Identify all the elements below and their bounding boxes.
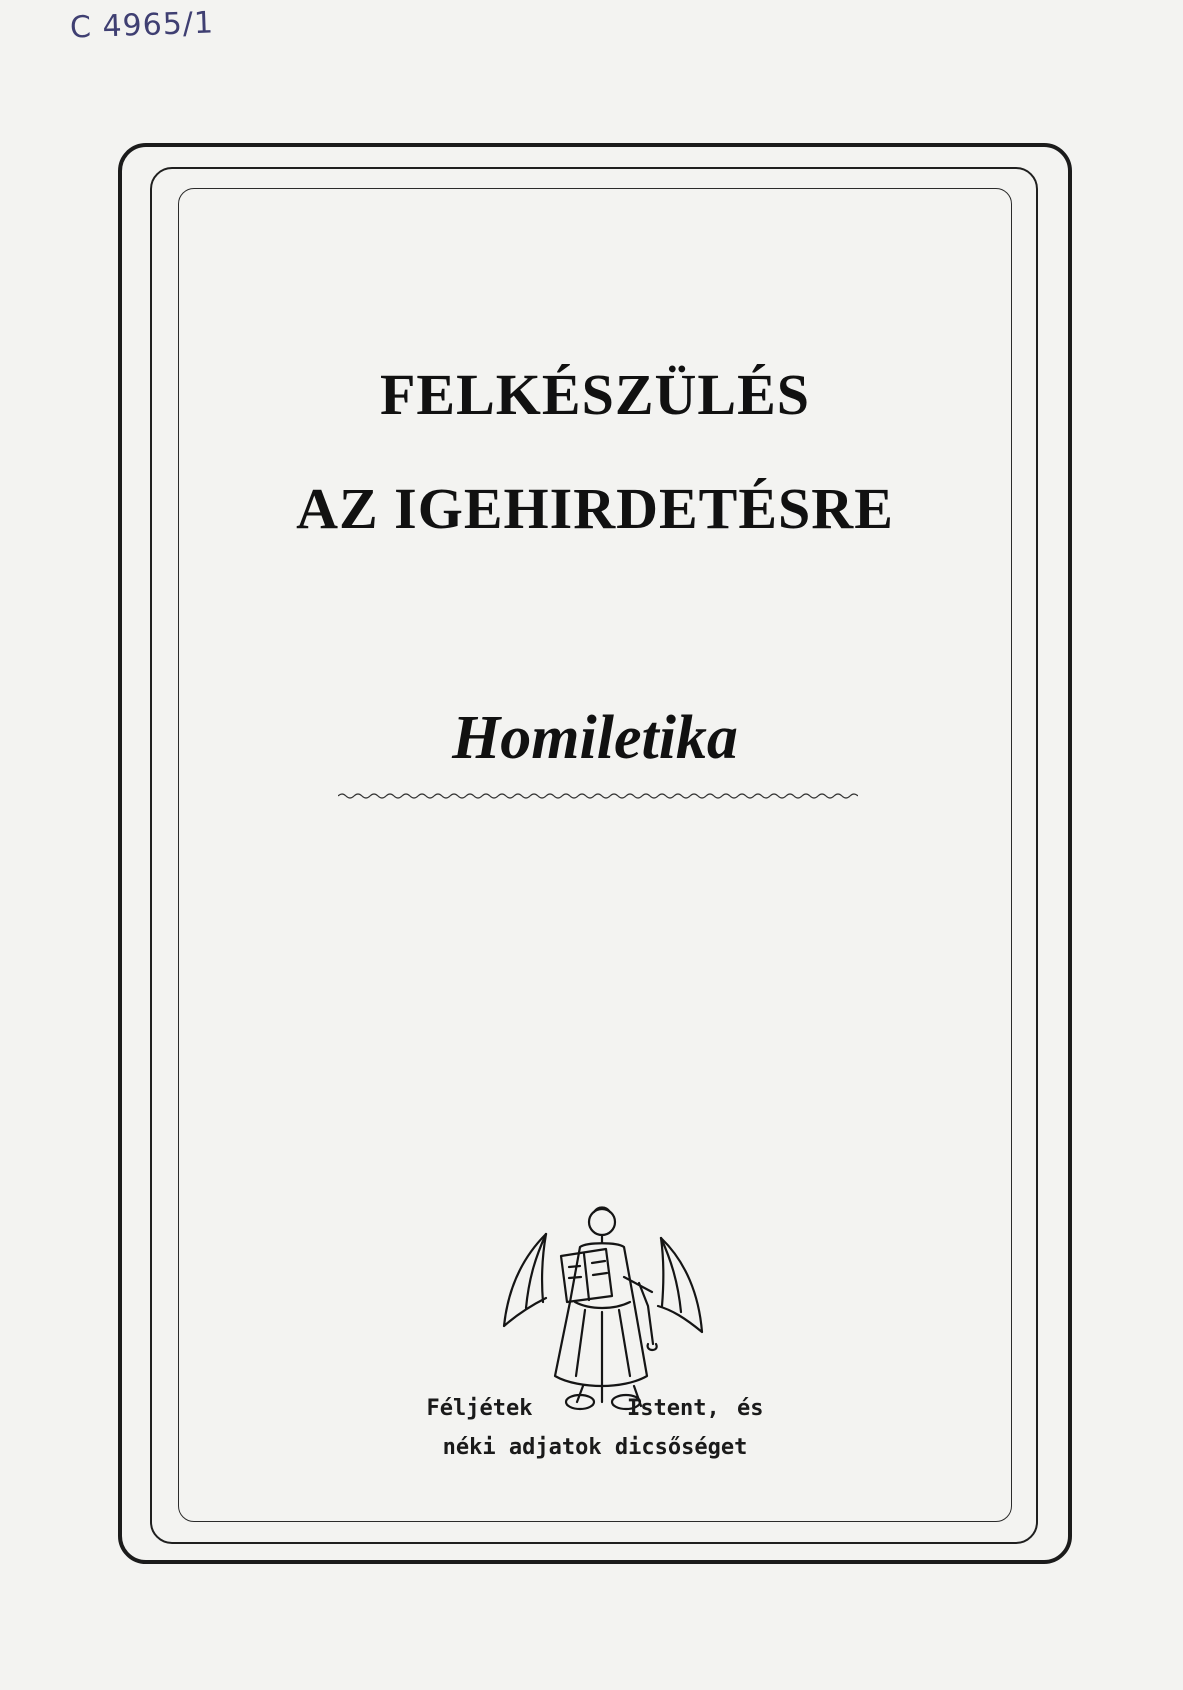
motto-line-2: néki adjatok dicsőséget — [442, 1435, 748, 1460]
motto-word-1: Féljétek — [426, 1396, 533, 1421]
motto-word-2: Istent, és — [627, 1396, 764, 1421]
title-line-1: FELKÉSZÜLÉS — [379, 362, 811, 427]
subtitle: Homiletika — [452, 704, 738, 772]
motto-line-1 — [178, 1395, 1012, 1423]
angel-emblem-icon — [498, 1200, 708, 1414]
title-line-2: AZ IGEHIRDETÉSRE — [296, 476, 894, 541]
catalog-mark: C 4965/1 — [69, 5, 215, 46]
wavy-divider — [338, 792, 858, 800]
